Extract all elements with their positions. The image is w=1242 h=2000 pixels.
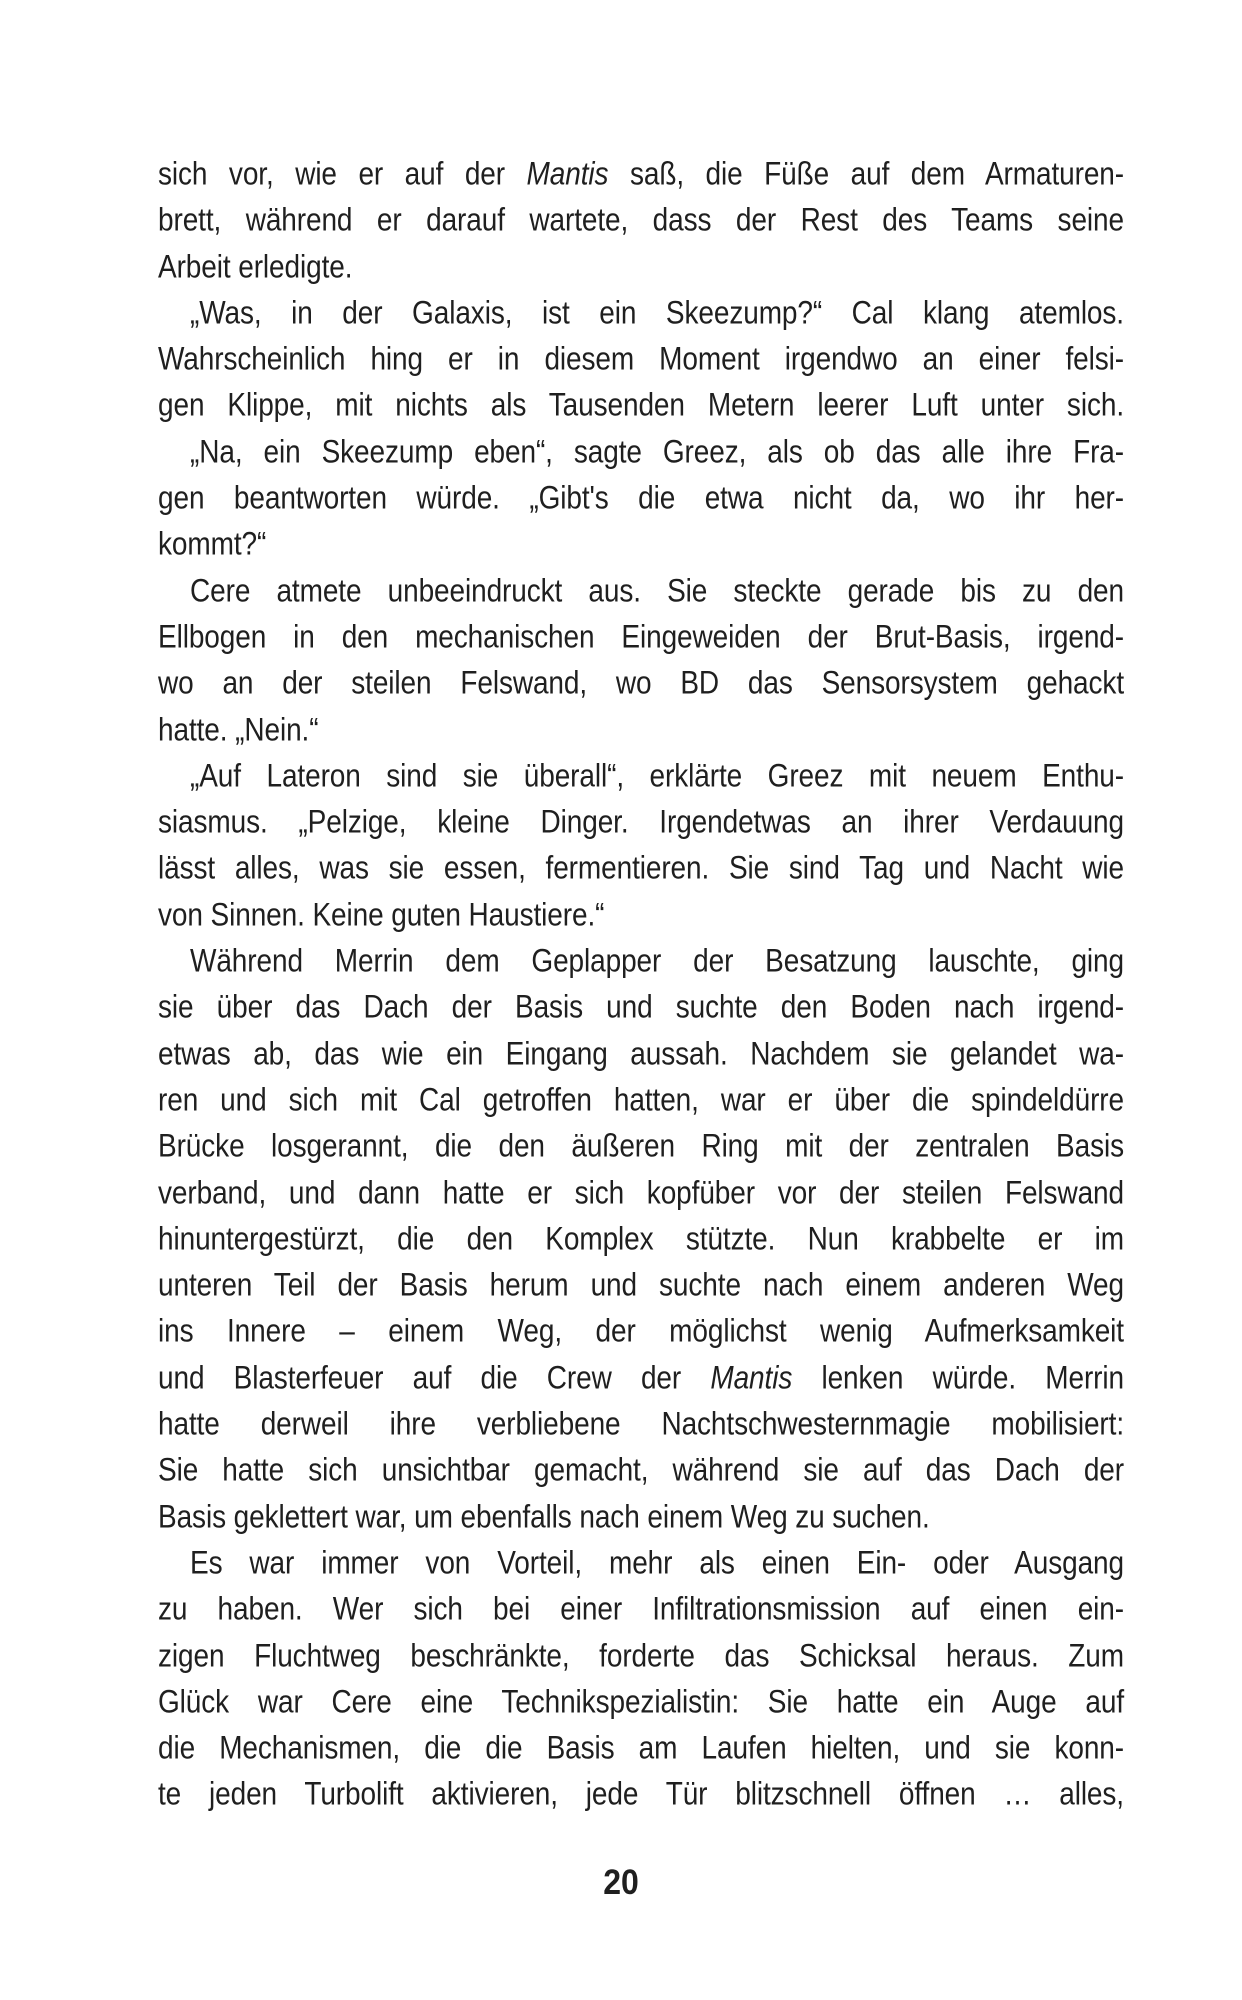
text-run: ren und sich mit Cal getroffen hatten, war er über die spindeldürre xyxy=(158,1081,1124,1118)
text-run: Basis geklettert war, um ebenfalls nach einem Weg zu suchen. xyxy=(158,1498,930,1534)
text-run: zigen Fluchtweg beschränkte, forderte das Schicksal heraus. Zum xyxy=(158,1637,1124,1673)
text-run: sich vor, wie er auf der xyxy=(158,155,527,192)
text-run: und Blasterfeuer auf die Crew der xyxy=(158,1359,711,1395)
text-line xyxy=(158,518,1124,571)
text-run: gen Klippe, mit nichts als Tausenden Metern leerer Luft unter sich. xyxy=(158,387,1124,423)
text-run: Arbeit erledigte. xyxy=(158,248,353,284)
text-run: Cere atmete unbeeindruckt aus. Sie steckte gerade bis zu den xyxy=(190,572,1124,608)
text-run: Sie hatte sich unsichtbar gemacht, während sie auf das Dach der xyxy=(158,1451,1124,1488)
text-run: von Sinnen. Keine guten Haustiere.“ xyxy=(158,896,605,932)
text-line xyxy=(158,981,1124,1034)
text-line xyxy=(158,1305,1124,1358)
text-run: kommt?“ xyxy=(158,525,267,562)
text-run: etwas ab, das wie ein Eingang aussah. Nachdem sie gelandet wa- xyxy=(158,1035,1124,1071)
text-run: Wahrscheinlich hing er in diesem Moment irgendwo an einer felsi- xyxy=(158,340,1124,377)
text-line xyxy=(158,240,1124,293)
text-run: hatte derweil ihre verbliebene Nachtschwesternmagie mobilisiert: xyxy=(158,1405,1124,1442)
text-run: sie über das Dach der Basis und suchte den Boden nach irgend- xyxy=(158,988,1124,1025)
text-run: ins Innere – einem Weg, der möglichst wenig Aufmerksamkeit xyxy=(158,1312,1124,1349)
text-line xyxy=(158,1120,1124,1173)
text-line xyxy=(158,1768,1124,1821)
text-run: saß, die Füße auf dem Armaturen- xyxy=(608,155,1124,192)
text-run: unteren Teil der Basis herum und suchte nach einem anderen Weg xyxy=(158,1266,1124,1303)
text-run: lenken würde. Merrin xyxy=(792,1359,1124,1395)
text-run: Während Merrin dem Geplapper der Besatzung lauschte, ging xyxy=(190,942,1124,979)
text-line xyxy=(158,1027,1124,1080)
text-run: gen beantworten würde. „Gibt's die etwa nicht da, wo ihr her- xyxy=(158,479,1124,516)
text-line xyxy=(158,1490,1124,1543)
page-number: 20 xyxy=(603,1862,639,1902)
italic-run: Mantis xyxy=(710,1359,793,1395)
text-line xyxy=(158,379,1124,432)
text-line xyxy=(158,842,1124,895)
text-run: Ellbogen in den mechanischen Eingeweiden der Brut-Basis, irgend- xyxy=(158,618,1124,655)
text-line xyxy=(158,1444,1124,1497)
text-run: die Mechanismen, die die Basis am Laufen hielten, und sie konn- xyxy=(158,1729,1124,1766)
text-run: hatte. „Nein.“ xyxy=(158,711,319,747)
text-line xyxy=(158,1629,1124,1682)
text-run: „Auf Lateron sind sie überall“, erklärte Greez mit neuem Enthu- xyxy=(190,757,1124,794)
text-line xyxy=(158,1351,1124,1404)
text-run: Brücke losgerannt, die den äußeren Ring mit der zentralen Basis xyxy=(158,1127,1124,1164)
italic-run: Mantis xyxy=(526,155,609,192)
text-run: wo an der steilen Felswand, wo BD das Sensorsystem gehackt xyxy=(158,664,1124,701)
text-run: te jeden Turbolift aktivieren, jede Tür blitzschnell öffnen … alles, xyxy=(158,1775,1124,1812)
text-line xyxy=(158,1166,1124,1219)
text-run: Glück war Cere eine Technikspezialistin: Sie hatte ein Auge auf xyxy=(158,1683,1124,1720)
text-run: lässt alles, was sie essen, fermentieren. Sie sind Tag und Nacht wie xyxy=(158,850,1124,886)
text-line xyxy=(158,1583,1124,1636)
text-run: verband, und dann hatte er sich kopfüber vor der steilen Felswand xyxy=(158,1174,1124,1210)
text-block xyxy=(158,151,1124,1818)
text-line xyxy=(158,194,1124,247)
text-line xyxy=(158,703,1124,756)
text-run: Es war immer von Vorteil, mehr als einen Ein- oder Ausgang xyxy=(190,1544,1124,1581)
text-line xyxy=(158,564,1124,617)
text-run: hinuntergestürzt, die den Komplex stützte. Nun krabbelte er im xyxy=(158,1220,1124,1257)
text-run: brett, während er darauf wartete, dass der Rest des Teams seine xyxy=(158,201,1124,238)
text-line xyxy=(158,657,1124,710)
text-run: „Was, in der Galaxis, ist ein Skeezump?“ Cal klang atemlos. xyxy=(190,294,1124,331)
text-run: siasmus. „Pelzige, kleine Dinger. Irgendetwas an ihrer Verdauung xyxy=(158,803,1124,840)
text-run: zu haben. Wer sich bei einer Infiltrationsmission auf einen ein- xyxy=(158,1590,1124,1627)
text-run: „Na, ein Skeezump eben“, sagte Greez, als ob das alle ihre Fra- xyxy=(190,433,1124,470)
